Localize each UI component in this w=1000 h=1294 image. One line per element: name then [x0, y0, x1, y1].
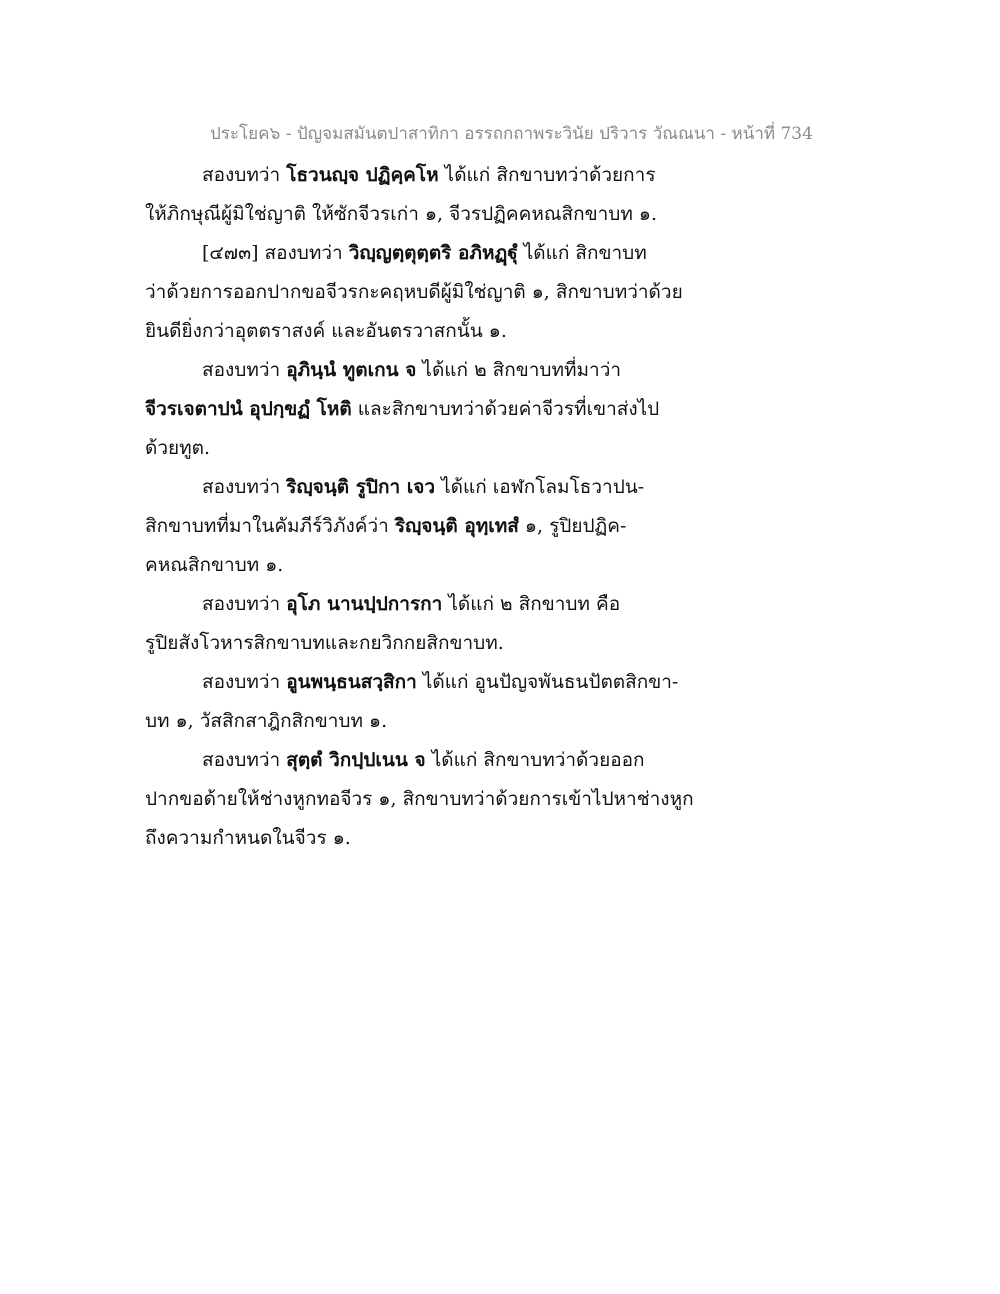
- text-line: [145, 468, 705, 507]
- text-line: [145, 546, 705, 585]
- text-run: คหณสิกขาบท ๑.: [145, 554, 284, 576]
- text-run: สองบทว่า: [202, 359, 287, 381]
- text-line: [145, 195, 705, 234]
- text-run: สองบทว่า: [202, 593, 287, 615]
- bold-term: อุภินฺนํ ทูตเกน จ: [286, 359, 417, 381]
- text-run: บท ๑, วัสสิกสาฎิกสิกขาบท ๑.: [145, 710, 388, 732]
- bold-term: อุโภ นานปฺปการกา: [286, 593, 443, 615]
- text-line: [145, 429, 705, 468]
- text-line: [145, 819, 705, 858]
- text-run: ถึงความกำหนดในจีวร ๑.: [145, 827, 351, 849]
- bold-term: วิญฺญตฺตุตฺตริ อภิหฏฺฐุํ: [348, 242, 518, 264]
- text-line: [145, 663, 705, 702]
- text-line: [145, 351, 705, 390]
- text-run: ว่าด้วยการออกปากขอจีวรกะคฤหบดีผู้มิใช่ญาติ ๑, สิกขาบทว่าด้วย: [145, 281, 683, 303]
- text-line: [145, 585, 705, 624]
- text-run: สองบทว่า: [202, 749, 287, 771]
- text-run: ได้แก่ สิกขาบท: [517, 242, 647, 264]
- text-run: [๔๗๓] สองบทว่า: [202, 242, 349, 264]
- text-run: สองบทว่า: [202, 671, 287, 693]
- bold-term: ริญฺจนฺติ อุทฺเทสํ: [394, 515, 519, 537]
- text-run: ปากขอด้ายให้ช่างหูกทอจีวร ๑, สิกขาบทว่าด้วยการเข้าไปหาช่างหูก: [145, 788, 694, 810]
- text-line: [145, 780, 705, 819]
- bold-term: ริญฺจนฺติ รูปิกา เจว: [286, 476, 436, 498]
- text-run: สองบทว่า: [202, 476, 287, 498]
- bold-term: โธวนญฺจ ปฏิคฺคโห: [286, 164, 439, 186]
- text-line: [145, 507, 705, 546]
- text-line: [145, 741, 705, 780]
- text-run: และสิกขาบทว่าด้วยค่าจีวรที่เขาส่งไป: [351, 398, 660, 420]
- text-line: [145, 702, 705, 741]
- text-line: [145, 234, 705, 273]
- text-line: [145, 390, 705, 429]
- text-run: ด้วยทูต.: [145, 437, 211, 459]
- body-text: [145, 156, 705, 858]
- text-run: สองบทว่า: [202, 164, 287, 186]
- text-line: [145, 156, 705, 195]
- text-run: ๑, รูปิยปฏิค-: [518, 515, 627, 537]
- bold-term: จีวรเจตาปนํ อุปกฺขฏํ โหติ: [145, 398, 352, 420]
- text-run: ยินดียิ่งกว่าอุตตราสงค์ และอันตรวาสกนั้น ๑.: [145, 320, 507, 342]
- text-run: ได้แก่ ๒ สิกขาบทที่มาว่า: [416, 359, 622, 381]
- text-line: [145, 624, 705, 663]
- text-run: สิกขาบทที่มาในคัมภีร์วิภังค์ว่า: [145, 515, 395, 537]
- text-line: [145, 312, 705, 351]
- text-run: ได้แก่ สิกขาบทว่าด้วยออก: [425, 749, 645, 771]
- text-run: รูปิยสังโวหารสิกขาบทและกยวิกกยสิกขาบท.: [145, 632, 504, 654]
- bold-term: อูนพนฺธนสวฺสิกา: [286, 671, 417, 693]
- page-header: ประโยค๖ - ปัญจมสมันตปาสาทิกา อรรถกถาพระวินัย ปริวาร วัณณนา - หน้าที่ 734: [210, 124, 813, 144]
- text-run: ได้แก่ อูนปัญจพันธนปัตตสิกขา-: [416, 671, 679, 693]
- text-line: [145, 273, 705, 312]
- text-run: ได้แก่ ๒ สิกขาบท คือ: [442, 593, 621, 615]
- bold-term: สุตฺตํ วิกปฺปเนน จ: [286, 749, 426, 771]
- text-run: ให้ภิกษุณีผู้มิใช่ญาติ ให้ซักจีวรเก่า ๑, จีวรปฏิคคหณสิกขาบท ๑.: [145, 203, 657, 225]
- text-run: ได้แก่ สิกขาบทว่าด้วยการ: [438, 164, 656, 186]
- text-run: ได้แก่ เอฬกโลมโธวาปน-: [435, 476, 645, 498]
